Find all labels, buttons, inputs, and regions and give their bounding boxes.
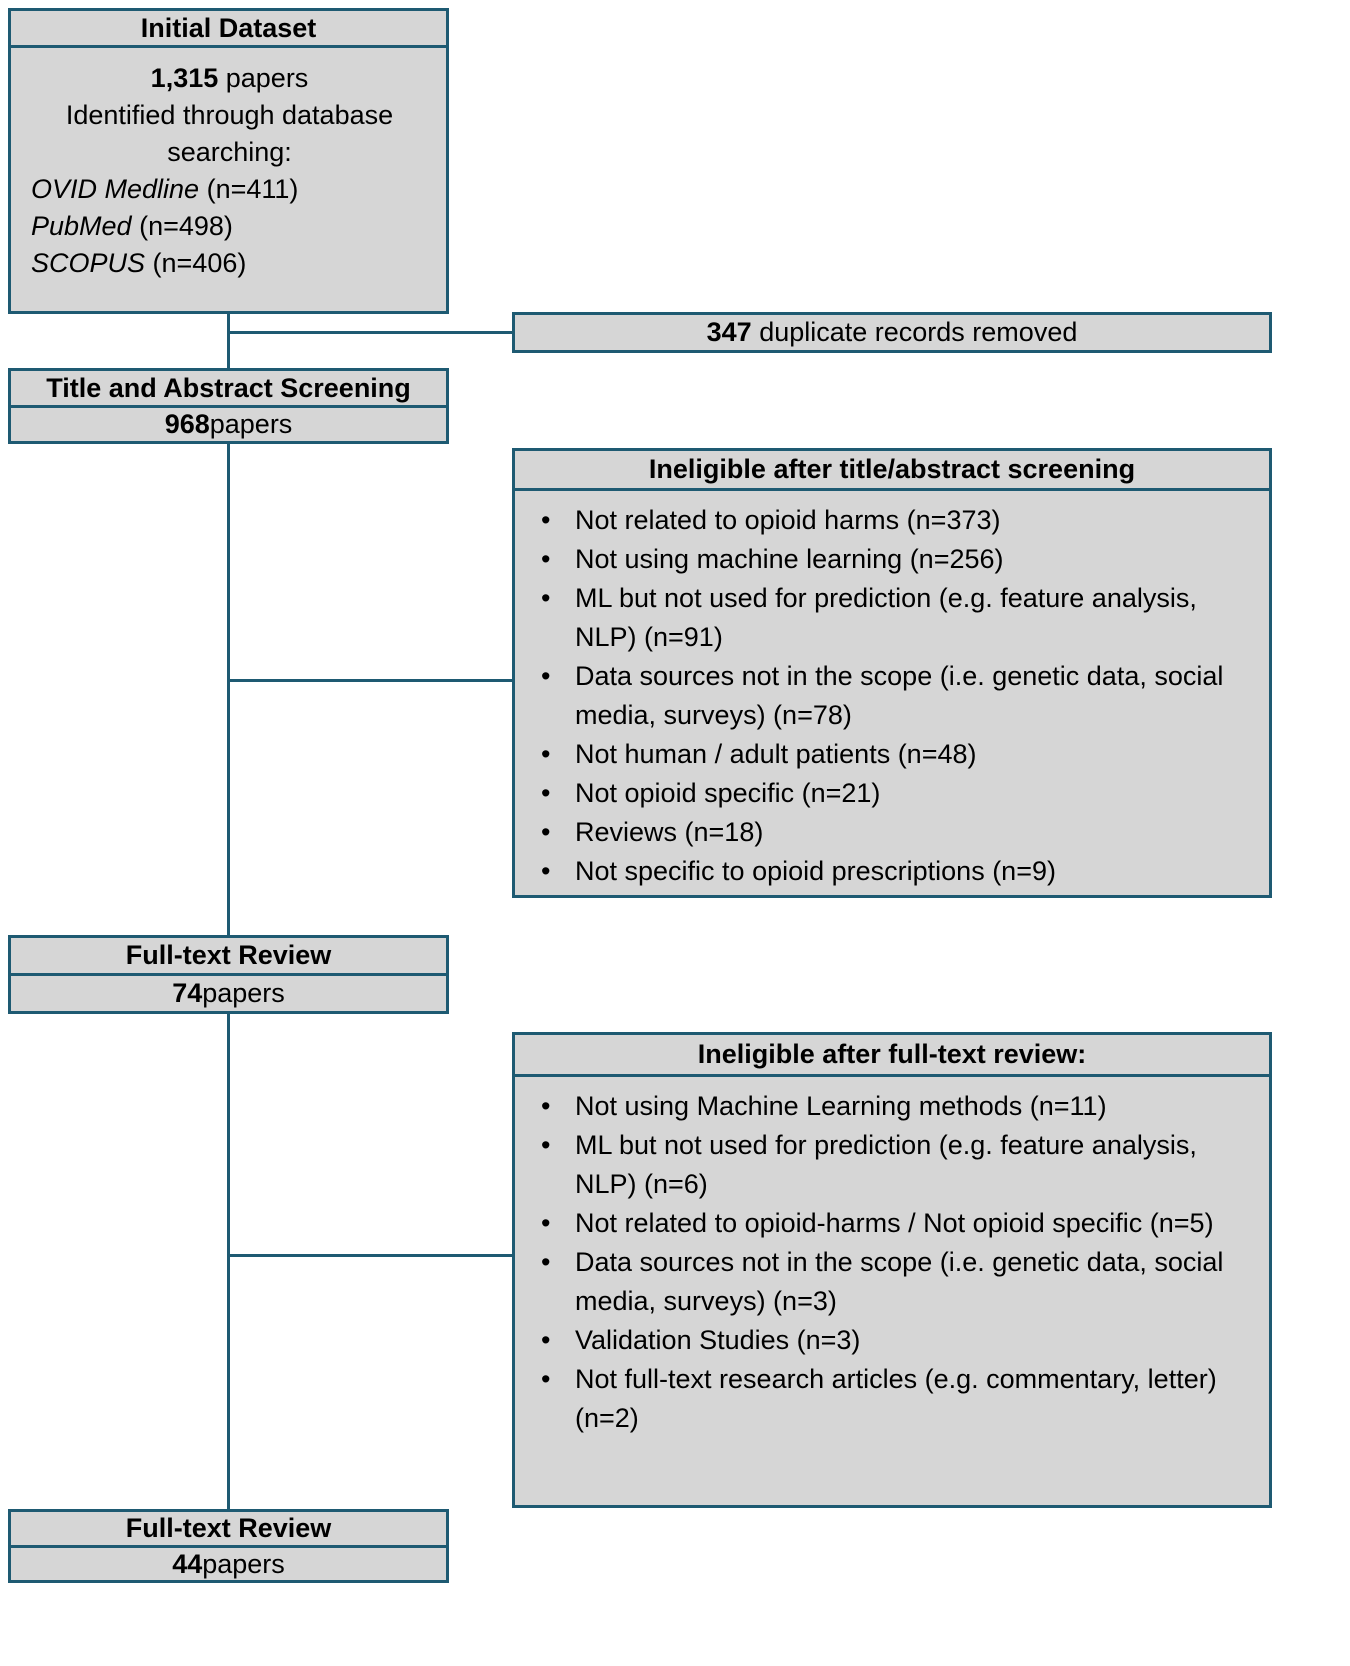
count-number: 44 bbox=[172, 1548, 203, 1579]
title-abstract-screening-count bbox=[11, 408, 446, 441]
initial-dataset-count-number: 1,315 bbox=[150, 63, 219, 93]
list-item: • Not related to opioid-harms / Not opioid specific (n=5) bbox=[515, 1204, 1251, 1243]
full-text-review-count bbox=[11, 976, 446, 1011]
ineligible-title-abstract-box bbox=[512, 448, 1272, 898]
source-scopus bbox=[31, 245, 428, 282]
ineligible-title-abstract-list bbox=[515, 491, 1269, 891]
connector-to-ineligible-title-abstract-box bbox=[230, 679, 512, 682]
source-name: SCOPUS bbox=[31, 248, 146, 278]
full-text-review-box bbox=[8, 935, 449, 1014]
connector-fulltext-to-final bbox=[227, 1014, 230, 1509]
ineligible-full-text-box bbox=[512, 1032, 1272, 1508]
full-text-review-title: Full-text Review bbox=[11, 938, 446, 976]
list-item: • Not using Machine Learning methods (n=11) bbox=[515, 1087, 1251, 1126]
title-abstract-screening-box bbox=[8, 368, 449, 444]
initial-dataset-body bbox=[11, 48, 446, 282]
list-item: • ML but not used for prediction (e.g. feature analysis, NLP) (n=6) bbox=[515, 1126, 1251, 1204]
duplicates-label: duplicate records removed bbox=[751, 317, 1078, 347]
source-name: OVID Medline bbox=[31, 174, 200, 204]
source-count: (n=406) bbox=[145, 248, 247, 278]
connector-to-ineligible-fulltext-box bbox=[230, 1254, 512, 1257]
initial-dataset-count bbox=[31, 60, 428, 97]
duplicates-removed-box bbox=[512, 312, 1272, 353]
title-abstract-screening-title: Title and Abstract Screening bbox=[11, 371, 446, 408]
initial-dataset-count-unit: papers bbox=[218, 63, 309, 93]
count-unit: papers bbox=[202, 978, 285, 1008]
duplicates-removed-text bbox=[707, 317, 1078, 348]
ineligible-full-text-title: Ineligible after full-text review: bbox=[515, 1035, 1269, 1077]
duplicates-count: 347 bbox=[706, 317, 752, 347]
list-item: • Not related to opioid harms (n=373) bbox=[515, 501, 1251, 540]
source-ovid-medline bbox=[31, 171, 428, 208]
ineligible-title-abstract-title: Ineligible after title/abstract screening bbox=[515, 451, 1269, 491]
final-full-text-review-count bbox=[11, 1548, 446, 1580]
list-item: • ML but not used for prediction (e.g. feature analysis, NLP) (n=91) bbox=[515, 579, 1251, 657]
count-unit: papers bbox=[202, 1548, 285, 1579]
connector-screening-to-fulltext bbox=[227, 444, 230, 935]
count-number: 74 bbox=[172, 978, 203, 1008]
source-pubmed bbox=[31, 208, 428, 245]
list-item: • Data sources not in the scope (i.e. genetic data, social media, surveys) (n=3) bbox=[515, 1243, 1251, 1321]
connector-to-duplicates-box bbox=[230, 331, 512, 334]
connector-initial-to-screening bbox=[227, 314, 230, 368]
list-item: • Reviews (n=18) bbox=[515, 813, 1251, 852]
list-item: • Not full-text research articles (e.g. commentary, letter) (n=2) bbox=[515, 1360, 1251, 1438]
source-count: (n=411) bbox=[199, 174, 299, 204]
source-name: PubMed bbox=[31, 211, 132, 241]
list-item: • Not human / adult patients (n=48) bbox=[515, 735, 1251, 774]
final-full-text-review-box bbox=[8, 1509, 449, 1583]
list-item: • Data sources not in the scope (i.e. genetic data, social media, surveys) (n=78) bbox=[515, 657, 1251, 735]
final-full-text-review-title: Full-text Review bbox=[11, 1512, 446, 1548]
count-unit: papers bbox=[209, 409, 293, 439]
ineligible-full-text-list bbox=[515, 1077, 1269, 1438]
initial-dataset-title: Initial Dataset bbox=[11, 11, 446, 48]
count-number: 968 bbox=[164, 409, 210, 439]
list-item: • Not specific to opioid prescriptions (n=9) bbox=[515, 852, 1251, 891]
source-count: (n=498) bbox=[131, 211, 233, 241]
list-item: • Not opioid specific (n=21) bbox=[515, 774, 1251, 813]
list-item: • Validation Studies (n=3) bbox=[515, 1321, 1251, 1360]
list-item: • Not using machine learning (n=256) bbox=[515, 540, 1251, 579]
initial-dataset-box bbox=[8, 8, 449, 314]
initial-dataset-subtitle: Identified through database searching: bbox=[65, 100, 394, 167]
